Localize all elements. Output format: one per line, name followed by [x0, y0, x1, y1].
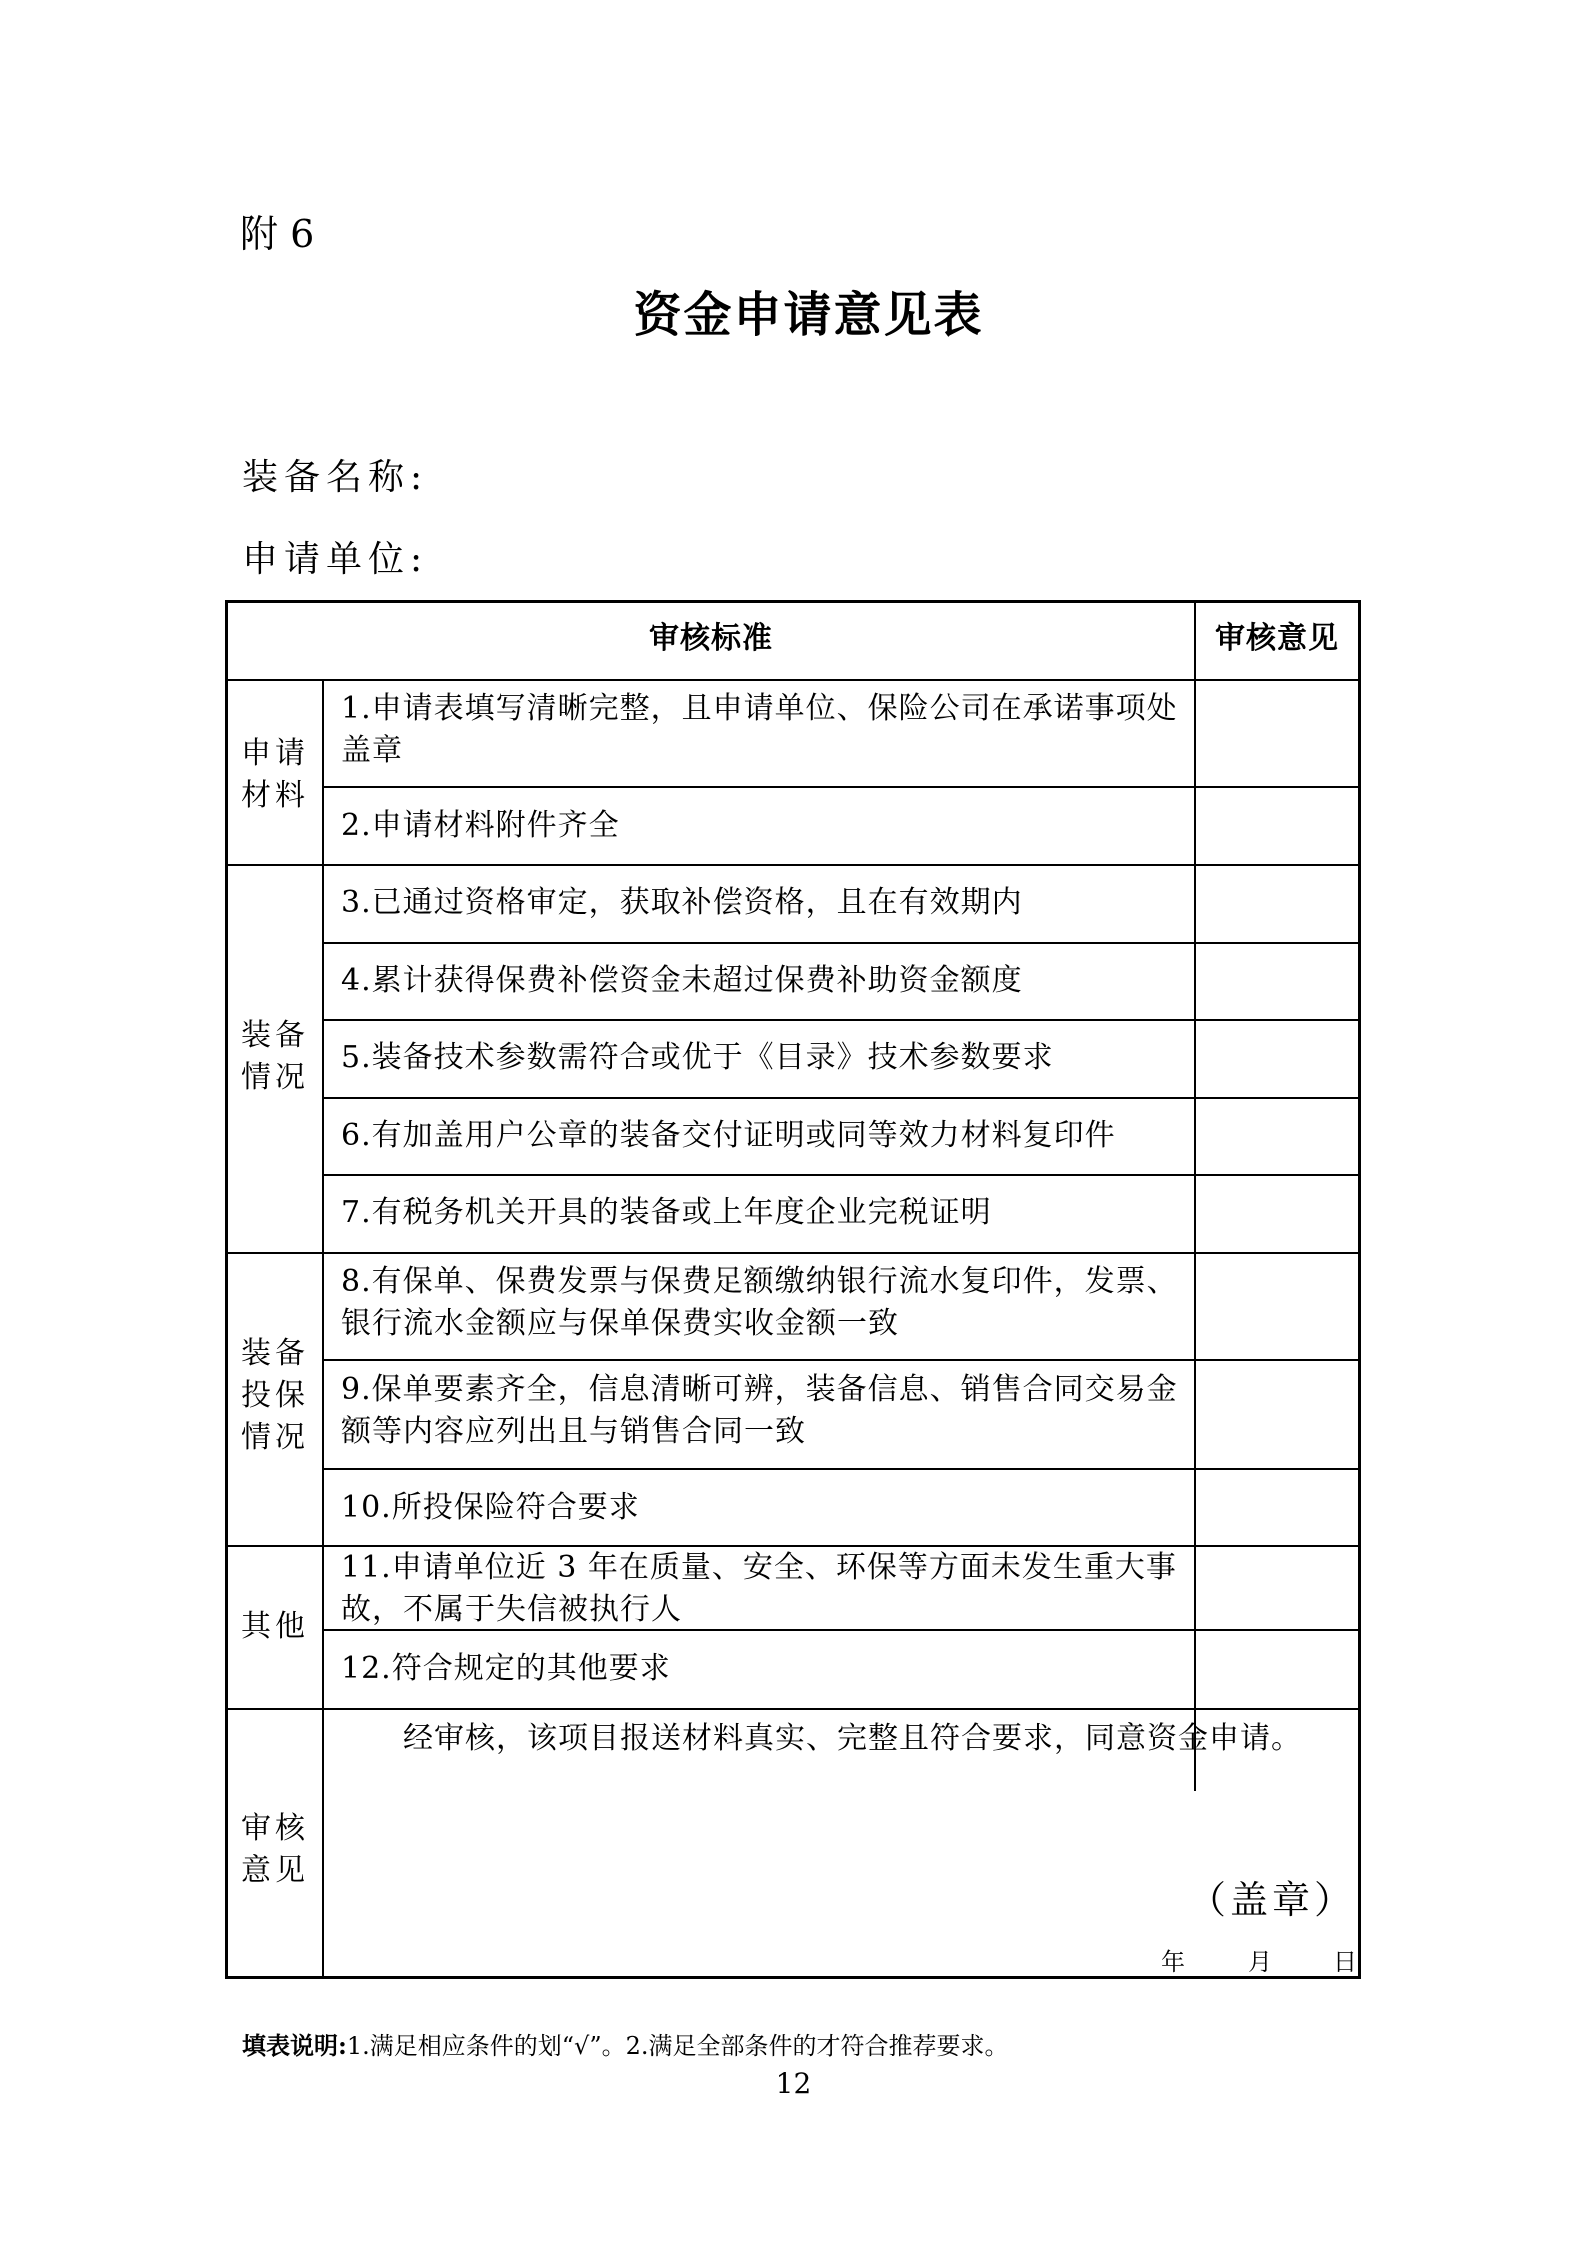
criteria-item-1: 1.申请表填写清晰完整，且申请单位、保险公司在承诺事项处盖章 — [341, 691, 1178, 768]
opinion-cell-11[interactable] — [1197, 1548, 1358, 1629]
page-number: 12 — [775, 2067, 812, 2100]
opinion-cell-5[interactable] — [1197, 1022, 1358, 1097]
opinion-cell-3[interactable] — [1197, 867, 1358, 942]
row-divider — [322, 786, 1358, 788]
criteria-item-8: 8.有保单、保费发票与保费足额缴纳银行流水复印件，发票、银行流水金额应与保单保费实收金额一致 — [341, 1264, 1178, 1341]
opinion-cell-8[interactable] — [1197, 1255, 1358, 1359]
category-equipment-status: 装备 情况 — [241, 1018, 309, 1095]
header-divider — [228, 679, 1358, 681]
criteria-item-4: 4.累计获得保费补偿资金未超过保费补助资金额度 — [341, 963, 1023, 998]
category-column-divider — [322, 679, 324, 1979]
equipment-name-field — [242, 454, 428, 502]
group-divider — [228, 1708, 1358, 1710]
criteria-item-10: 10.所投保险符合要求 — [341, 1490, 640, 1525]
attachment-label: 附 6 — [240, 212, 315, 256]
applicant-label: 申请单位: — [242, 539, 429, 580]
criteria-item-7: 7.有税务机关开具的装备或上年度企业完税证明 — [341, 1195, 992, 1230]
category-review-opinion: 审核 意见 — [241, 1811, 309, 1888]
row-divider — [322, 1359, 1358, 1361]
opinion-cell-1[interactable] — [1197, 682, 1358, 786]
header-opinion: 审核意见 — [1215, 621, 1339, 656]
date-day: 日 — [1333, 1948, 1358, 1976]
date-month: 月 — [1248, 1948, 1273, 1976]
row-divider — [322, 942, 1358, 944]
opinion-cell-6[interactable] — [1197, 1100, 1358, 1174]
applicant-field — [242, 536, 428, 584]
criteria-item-9: 9.保单要素齐全，信息清晰可辨，装备信息、销售合同交易金额等内容应列出且与销售合同一致 — [341, 1372, 1178, 1449]
opinion-cell-9[interactable] — [1197, 1362, 1358, 1468]
header-criteria: 审核标准 — [649, 621, 773, 656]
category-equipment-insurance: 装备 投保 情况 — [241, 1336, 309, 1455]
criteria-item-3: 3.已通过资格审定，获取补偿资格，且在有效期内 — [341, 885, 1023, 920]
criteria-item-2: 2.申请材料附件齐全 — [341, 808, 620, 843]
fill-instructions-label: 填表说明: — [242, 2031, 347, 2060]
criteria-item-12: 12.符合规定的其他要求 — [341, 1651, 671, 1686]
category-application-materials: 申请 材料 — [241, 736, 309, 813]
category-other: 其他 — [241, 1609, 309, 1644]
row-divider — [322, 1174, 1358, 1176]
date-year: 年 — [1161, 1948, 1186, 1976]
fill-instructions-text: 1.满足相应条件的划“√”。2.满足全部条件的才符合推荐要求。 — [346, 2032, 1009, 2060]
opinion-cell-10[interactable] — [1197, 1471, 1358, 1545]
row-divider — [322, 1097, 1358, 1099]
criteria-item-5: 5.装备技术参数需符合或优于《目录》技术参数要求 — [341, 1040, 1054, 1075]
opinion-column-divider — [1194, 603, 1196, 1791]
document-title: 资金申请意见表 — [633, 287, 984, 343]
seal-placeholder: （盖章） — [1188, 1878, 1357, 1922]
opinion-cell-7[interactable] — [1197, 1177, 1358, 1252]
opinion-cell-2[interactable] — [1197, 789, 1358, 864]
review-statement: 经审核，该项目报送材料真实、完整且符合要求，同意资金申请。 — [403, 1721, 1302, 1756]
row-divider — [322, 1468, 1358, 1470]
criteria-item-11: 11.申请单位近 3 年在质量、安全、环保等方面未发生重大事故，不属于失信被执行人 — [341, 1550, 1177, 1627]
equipment-name-label: 装备名称: — [242, 457, 429, 498]
group-divider — [228, 864, 1358, 866]
group-divider — [228, 1252, 1358, 1254]
review-table — [225, 600, 1361, 1979]
opinion-cell-12[interactable] — [1197, 1632, 1358, 1708]
criteria-item-6: 6.有加盖用户公章的装备交付证明或同等效力材料复印件 — [341, 1118, 1116, 1153]
row-divider — [322, 1019, 1358, 1021]
fill-instructions — [242, 2028, 1009, 2064]
opinion-cell-4[interactable] — [1197, 945, 1358, 1019]
